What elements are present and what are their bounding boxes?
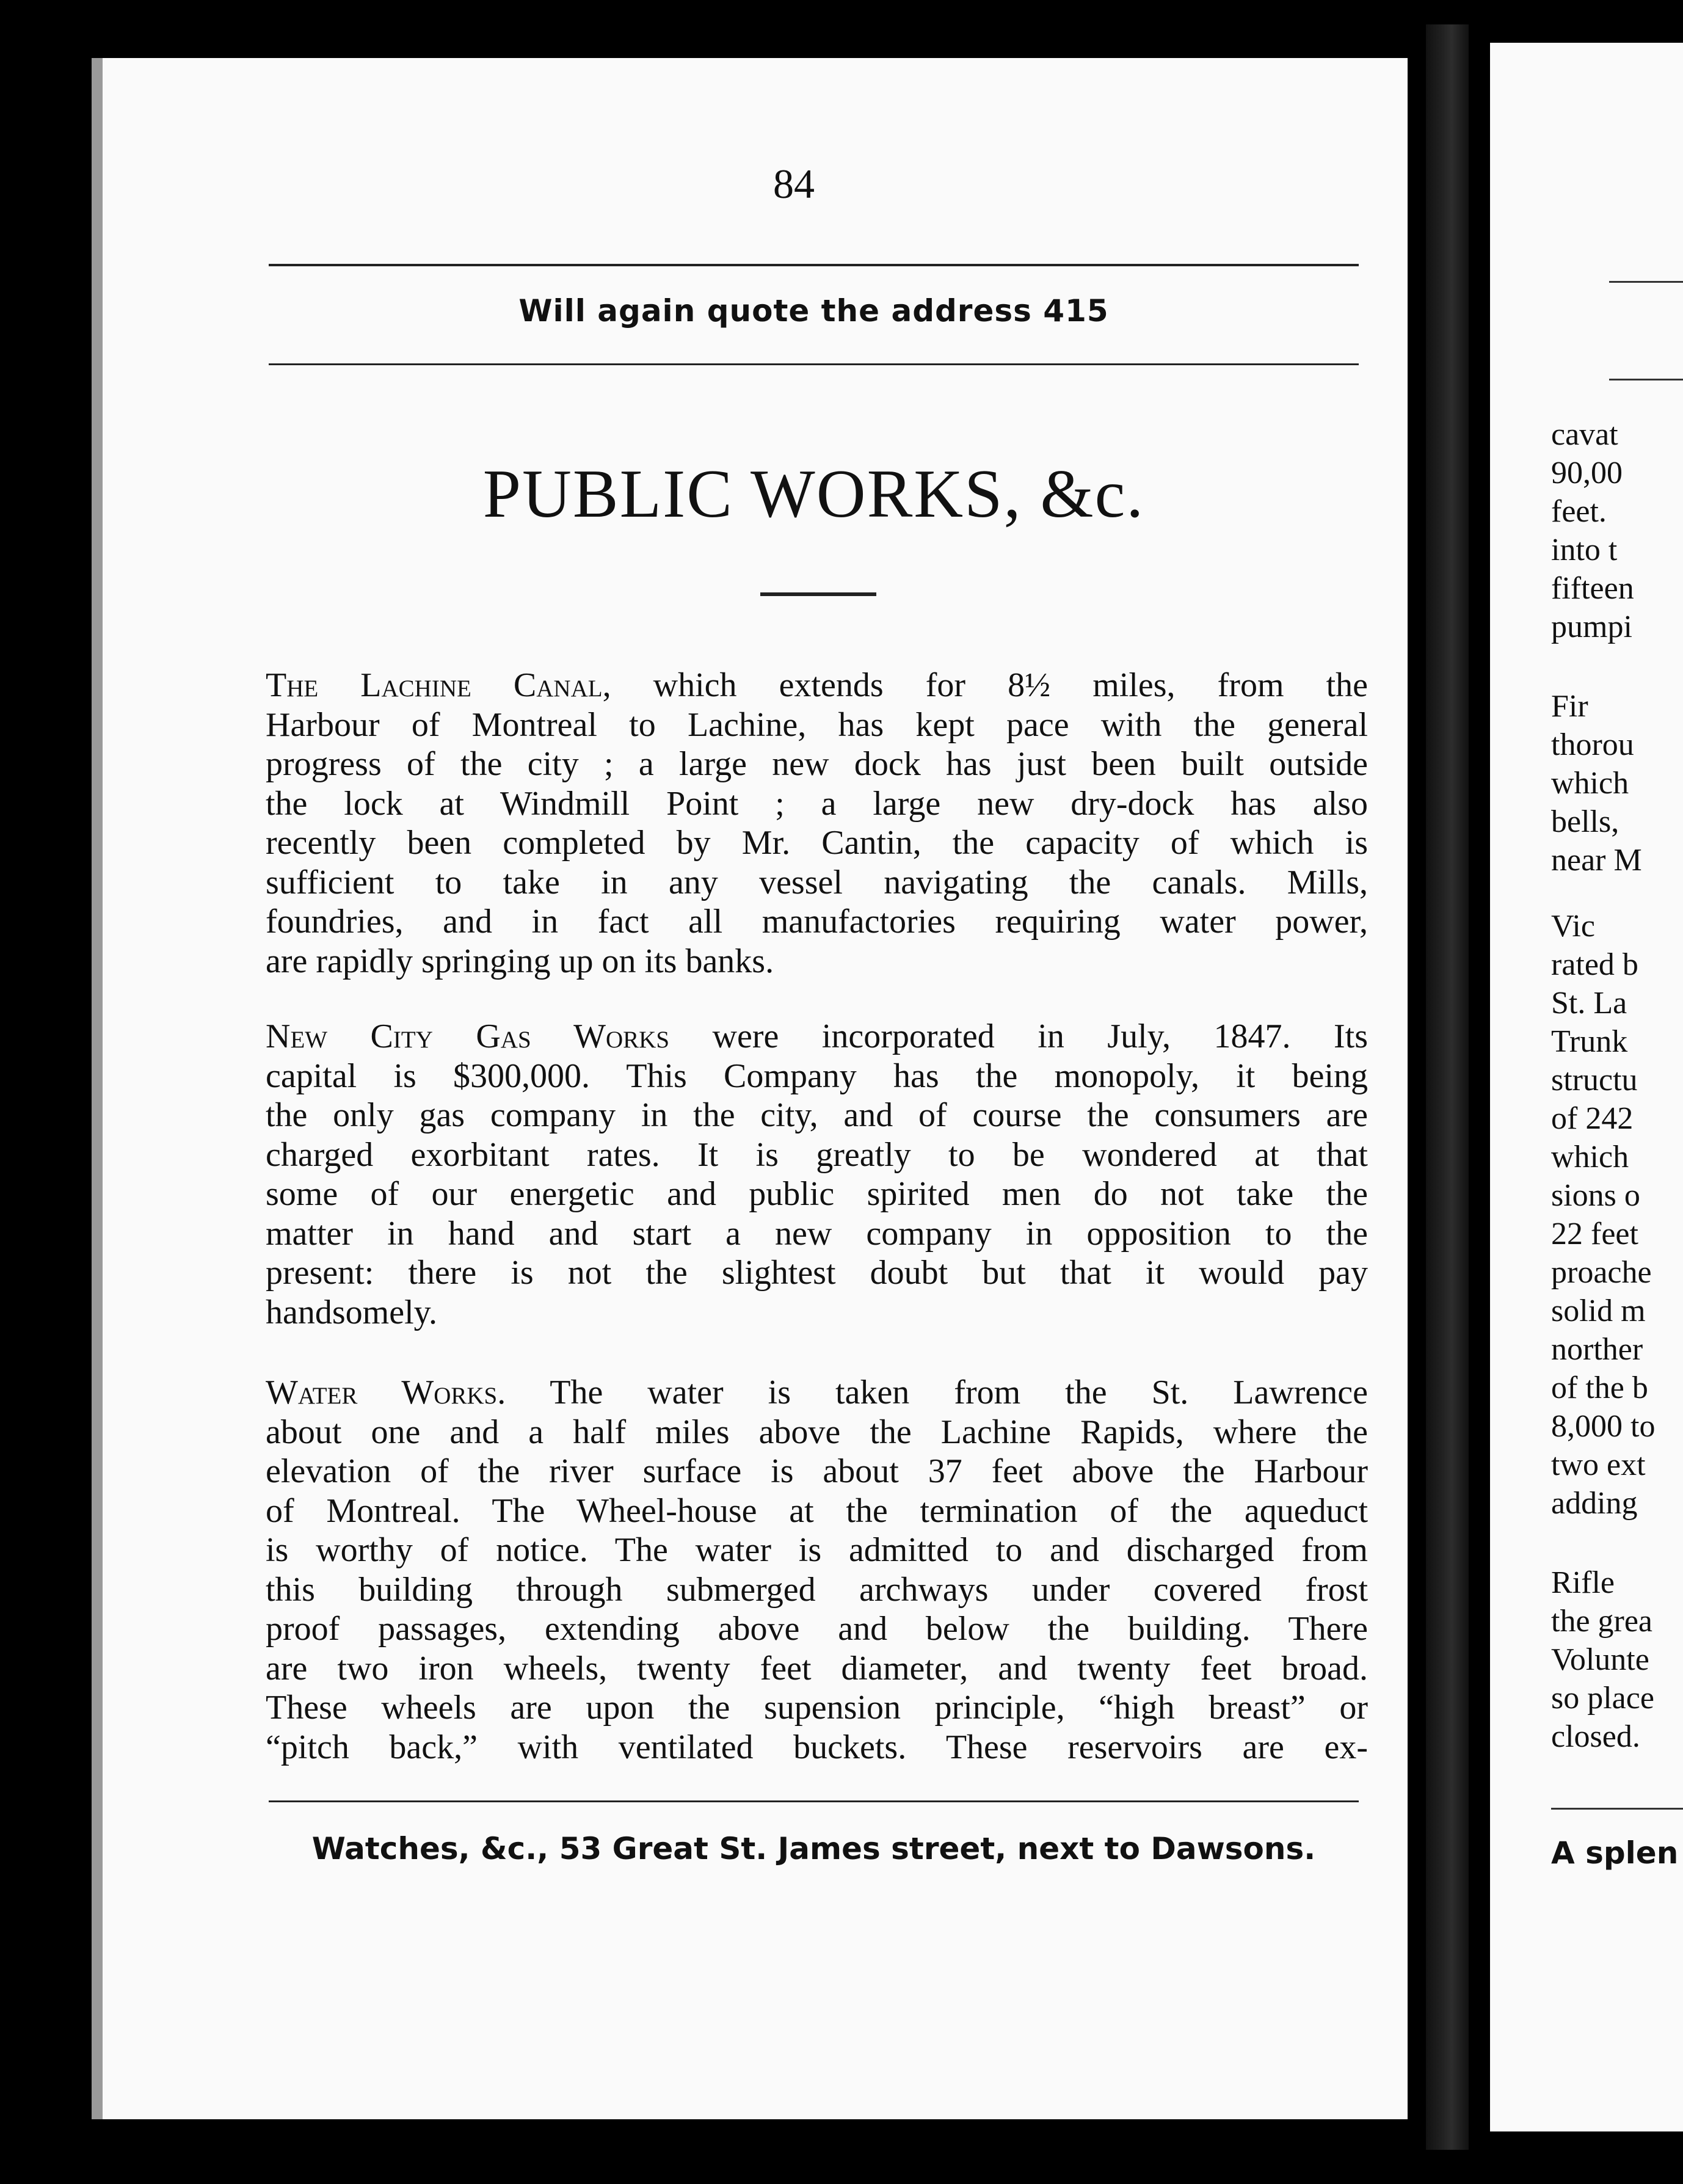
- right-text-line: adding: [1551, 1486, 1638, 1521]
- right-text-block: [1551, 687, 1642, 879]
- paragraph-lead: New City Gas Works: [266, 1017, 670, 1055]
- paragraph-lead: Water Works.: [266, 1374, 506, 1411]
- book-gutter: [1426, 24, 1469, 2150]
- footer-rule: [269, 1800, 1359, 1802]
- right-text-line: which: [1551, 766, 1629, 801]
- paragraph-water-works: [266, 1373, 1368, 1767]
- paragraph-line: is worthy of notice. The water is admitted to and discharged from: [266, 1531, 1368, 1569]
- paragraph-line: which extends for 8½ miles, from the: [611, 666, 1369, 704]
- right-text-line: feet.: [1551, 494, 1607, 529]
- right-text-line: thorou: [1551, 727, 1634, 762]
- right-text-line: the grea: [1551, 1604, 1653, 1639]
- right-text-block: [1551, 907, 1655, 1523]
- paragraph-line: charged exorbitant rates. It is greatly to be wondered at that: [266, 1135, 1368, 1174]
- right-text-line: fifteen: [1551, 571, 1634, 606]
- right-text-line: rated b: [1551, 947, 1638, 982]
- right-text-line: Trunk: [1551, 1024, 1628, 1059]
- right-text-line: structu: [1551, 1063, 1638, 1097]
- right-text-line: of the b: [1551, 1370, 1648, 1405]
- right-text-line: St. La: [1551, 986, 1627, 1021]
- right-text-line: which: [1551, 1140, 1629, 1174]
- paragraph-line: handsomely.: [266, 1293, 437, 1331]
- paragraph-line: are rapidly springing up on its banks.: [266, 942, 774, 980]
- right-text-line: 8,000 to: [1551, 1409, 1656, 1444]
- right-text-block: [1551, 415, 1634, 646]
- right-text-line: 22 feet: [1551, 1217, 1638, 1251]
- paragraph-line: capital is $300,000. This Company has the monopoly, it being: [266, 1057, 1368, 1095]
- paragraph-line: about one and a half miles above the Lachine Rapids, where the: [266, 1413, 1368, 1451]
- paragraph-line: the only gas company in the city, and of course the consumers are: [266, 1096, 1368, 1134]
- right-text-line: 90,00: [1551, 456, 1623, 490]
- right-text-block: [1551, 1563, 1654, 1756]
- paragraph-line: of Montreal. The Wheel-house at the termination of the aqueduct: [266, 1491, 1368, 1530]
- paragraph-line: sufficient to take in any vessel navigating the canals. Mills,: [266, 863, 1368, 901]
- right-text-line: bells,: [1551, 804, 1619, 839]
- right-text-line: proache: [1551, 1255, 1652, 1290]
- right-header-rule-top: [1609, 281, 1683, 283]
- right-text-line: pumpi: [1551, 610, 1632, 644]
- right-text-line: near M: [1551, 843, 1642, 878]
- right-text-line: Fir: [1551, 689, 1588, 724]
- right-text-line: into t: [1551, 533, 1618, 567]
- paragraph-line: progress of the city ; a large new dock has just been built outside: [266, 745, 1368, 783]
- paragraph-line: recently been completed by Mr. Cantin, the capacity of which is: [266, 824, 1368, 862]
- paragraph-lead: The Lachine Canal,: [266, 666, 611, 704]
- page-number: 84: [773, 161, 815, 207]
- paragraph-line: Harbour of Montreal to Lachine, has kept pace with the general: [266, 705, 1368, 744]
- right-header-rule-bottom: [1609, 379, 1683, 380]
- running-header: Will again quote the address 415: [518, 293, 1109, 329]
- right-text-line: solid m: [1551, 1294, 1646, 1328]
- right-text-line: closed.: [1551, 1719, 1640, 1754]
- paragraph-line: were incorporated in July, 1847. Its: [669, 1017, 1368, 1055]
- section-title: PUBLIC WORKS, &c.: [482, 456, 1145, 532]
- running-footer: Watches, &c., 53 Great St. James street, next to Dawsons.: [311, 1831, 1316, 1866]
- title-underline-rule: [760, 592, 876, 596]
- right-footer-rule: [1551, 1808, 1683, 1810]
- paragraph-line: present: there is not the slightest doubt but that it would pay: [266, 1254, 1368, 1292]
- paragraph-line: the lock at Windmill Point ; a large new dry-dock has also: [266, 784, 1368, 823]
- paragraph-gas-works: [266, 1017, 1368, 1332]
- header-rule-bottom: [269, 363, 1359, 365]
- right-text-line: Vic: [1551, 909, 1595, 944]
- paragraph-line: matter in hand and start a new company in opposition to the: [266, 1214, 1368, 1253]
- right-text-line: sions o: [1551, 1178, 1640, 1213]
- paragraph-line: The water is taken from the St. Lawrence: [506, 1374, 1369, 1411]
- header-rule-top: [269, 264, 1359, 266]
- paragraph-line: are two iron wheels, twenty feet diameter, and twenty feet broad.: [266, 1649, 1368, 1687]
- paragraph-line: some of our energetic and public spirited men do not take the: [266, 1175, 1368, 1213]
- right-text-line: norther: [1551, 1332, 1643, 1367]
- right-text-line: of 242: [1551, 1101, 1634, 1136]
- paragraph-line: “pitch back,” with ventilated buckets. These reservoirs are ex-: [266, 1728, 1368, 1766]
- paragraph-line: These wheels are upon the supension principle, “high breast” or: [266, 1689, 1368, 1727]
- right-text-line: Rifle: [1551, 1565, 1615, 1600]
- paragraph-line: elevation of the river surface is about 37 feet above the Harbour: [266, 1452, 1368, 1490]
- paragraph-lachine-canal: [266, 666, 1368, 981]
- right-text-line: cavat: [1551, 417, 1618, 452]
- paragraph-line: proof passages, extending above and below the building. There: [266, 1610, 1368, 1648]
- right-page-fragment: [1490, 43, 1683, 2131]
- paragraph-line: foundries, and in fact all manufactories requiring water power,: [266, 903, 1368, 941]
- right-running-footer: A splen: [1551, 1835, 1679, 1871]
- right-text-line: Volunte: [1551, 1642, 1649, 1677]
- right-text-line: so place: [1551, 1681, 1654, 1716]
- right-text-line: two ext: [1551, 1447, 1646, 1482]
- paragraph-line: this building through submerged archways under covered frost: [266, 1570, 1368, 1609]
